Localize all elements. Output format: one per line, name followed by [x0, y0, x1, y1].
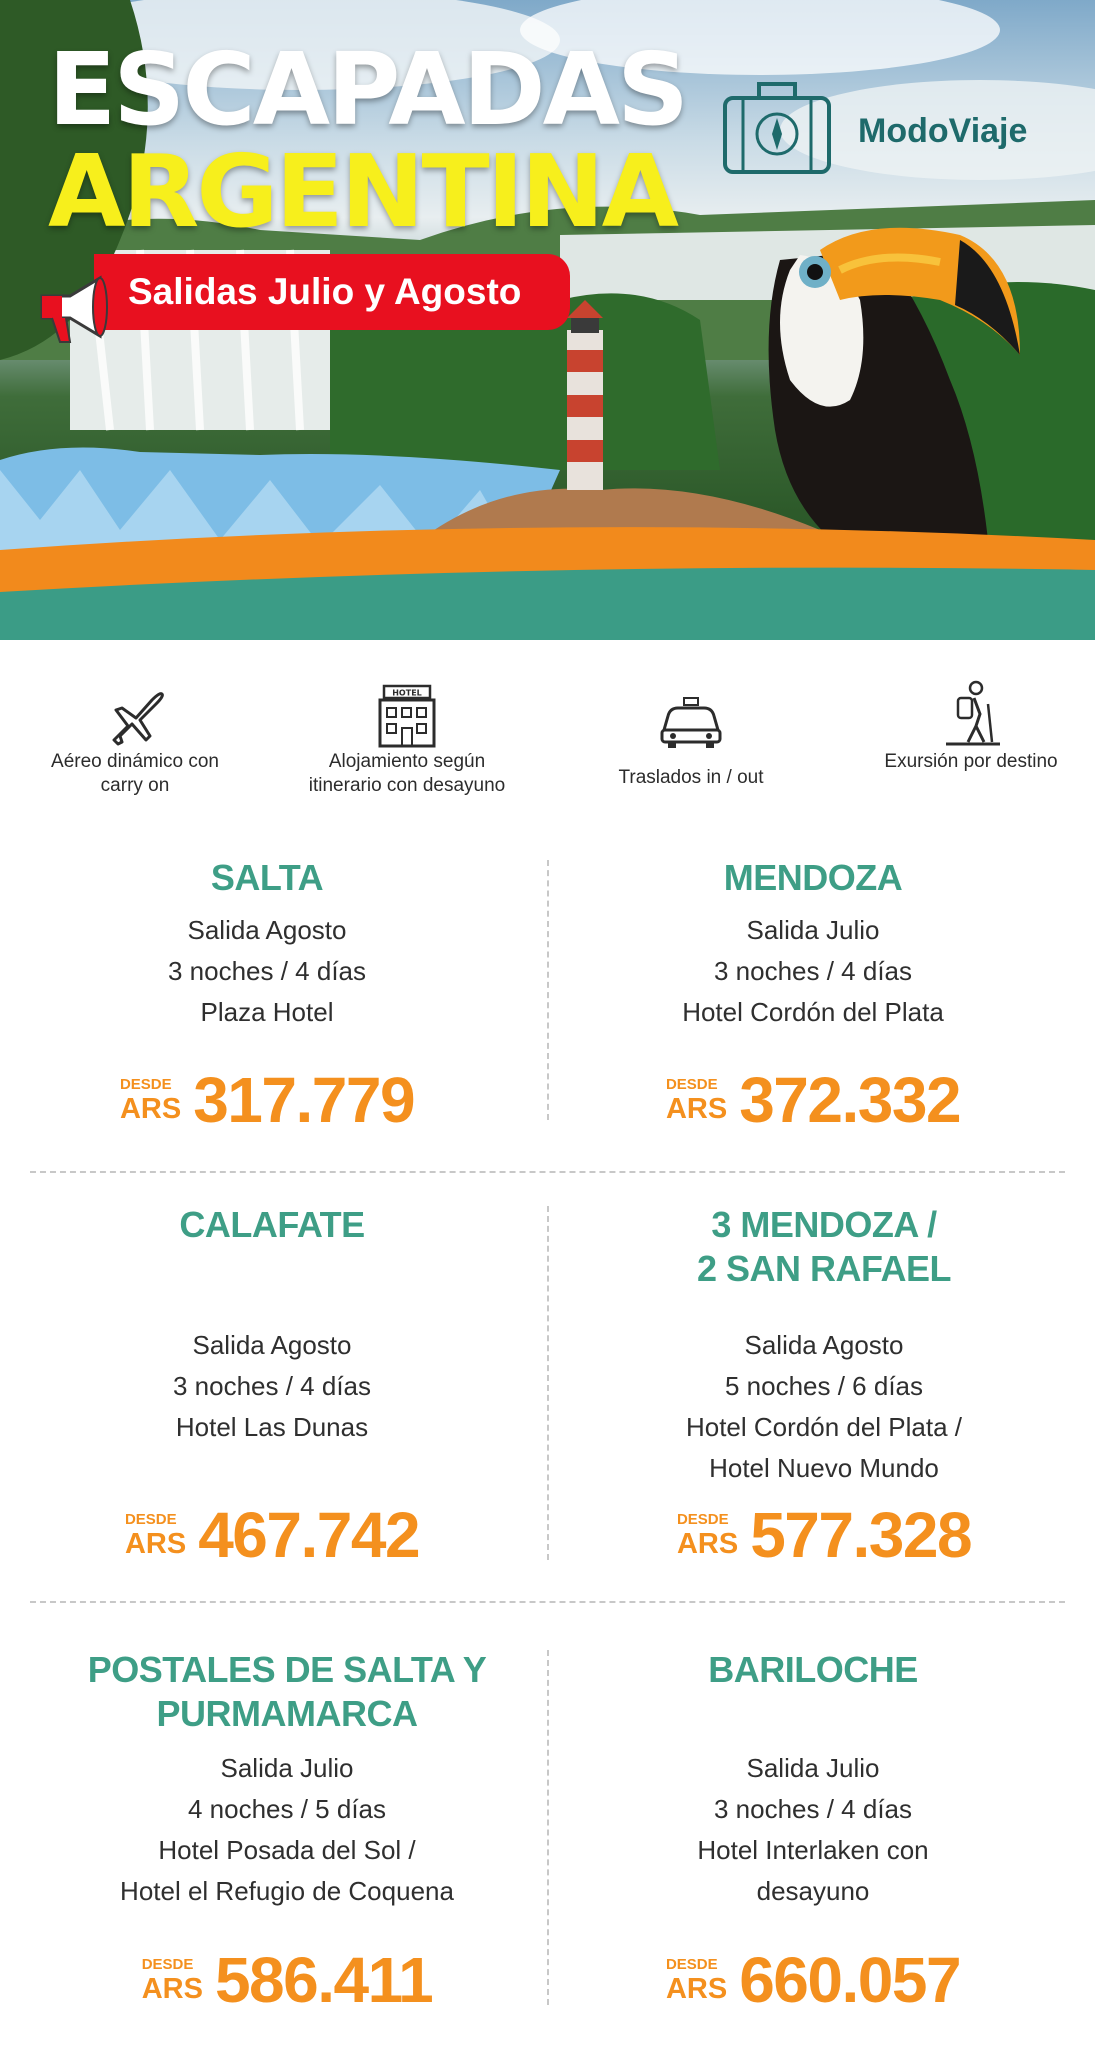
departure-month: Salida Julio [746, 1752, 880, 1783]
hotel-name: Hotel Cordón del Plata / [685, 1411, 963, 1442]
package-card-calafate [22, 1203, 522, 1583]
feature-text: itinerario con desayuno [308, 774, 506, 796]
destination-name: POSTALES DE SALTA Y [87, 1649, 487, 1690]
feature-flight [0, 680, 270, 798]
package-card-salta-purmamarca [37, 1648, 537, 2028]
price-value: 660.057 [739, 1944, 961, 2016]
price-desde-label: DESDE [124, 1511, 177, 1528]
price-value: 577.328 [750, 1499, 972, 1571]
hero-banner [0, 0, 1095, 640]
price-currency: ARS [141, 1973, 203, 2005]
hotel-icon [372, 680, 442, 750]
destination-name: CALAFATE [179, 1204, 365, 1245]
row-divider [30, 1171, 1065, 1173]
hero-title-line1: ESCAPADAS [48, 31, 687, 148]
price-desde-label: DESDE [119, 1076, 172, 1093]
feature-text: Aéreo dinámico con [51, 751, 219, 772]
duration: 5 noches / 6 días [724, 1370, 924, 1401]
destination-name: 3 MENDOZA / [711, 1204, 937, 1245]
duration: 3 noches / 4 días [713, 955, 913, 986]
brand-name: ModoViaje [858, 112, 1028, 150]
hotel-name: Hotel Interlaken con [697, 1834, 929, 1865]
hotel-name: Hotel Cordón del Plata [682, 996, 944, 1027]
price-desde-label: DESDE [141, 1956, 194, 1973]
suitcase-compass-icon [721, 78, 833, 176]
price-value: 372.332 [739, 1064, 961, 1136]
duration: 4 noches / 5 días [187, 1793, 387, 1824]
price-block [563, 1064, 1063, 1136]
column-divider [547, 860, 549, 1120]
package-card-bariloche [563, 1648, 1063, 2028]
price-value: 467.742 [198, 1499, 420, 1571]
hotel-name: Hotel Posada del Sol / [158, 1834, 416, 1865]
price-block [37, 1944, 537, 2016]
price-desde-label: DESDE [665, 1076, 718, 1093]
departure-month: Salida Julio [220, 1752, 354, 1783]
column-divider [547, 1650, 549, 2005]
duration: 3 noches / 4 días [172, 1370, 372, 1401]
departure-month: Salida Agosto [187, 914, 347, 945]
price-value: 586.411 [214, 1944, 433, 2016]
price-currency: ARS [676, 1528, 739, 1560]
duration: 3 noches / 4 días [167, 955, 367, 986]
price-currency: ARS [119, 1093, 182, 1125]
hotel-name: Hotel Las Dunas [175, 1411, 369, 1442]
price-value: 317.779 [193, 1064, 415, 1136]
feature-excursion [836, 680, 1095, 774]
hotel-name: Hotel el Refugio de Coquena [120, 1875, 454, 1906]
destination-name: BARILOCHE [708, 1649, 918, 1690]
package-card-mendoza-san-rafael [574, 1203, 1074, 1583]
airplane-icon [100, 680, 170, 750]
feature-transfers [556, 680, 826, 790]
hotel-name: Plaza Hotel [200, 996, 334, 1027]
price-desde-label: DESDE [676, 1511, 729, 1528]
price-block [17, 1064, 517, 1136]
feature-accommodation [272, 680, 542, 798]
duration: 3 noches / 4 días [713, 1793, 913, 1824]
price-currency: ARS [665, 1973, 728, 2005]
price-desde-label: DESDE [665, 1956, 718, 1973]
price-block [563, 1944, 1063, 2016]
decorative-waves [0, 520, 1095, 640]
destination-name: SALTA [210, 857, 324, 898]
hotel-name: Hotel Nuevo Mundo [709, 1452, 939, 1483]
departure-banner: Salidas Julio y Agosto [94, 254, 570, 330]
row-divider [30, 1601, 1065, 1603]
column-divider [547, 1206, 549, 1560]
price-currency: ARS [665, 1093, 728, 1125]
hotel-sign-label: HOTEL [392, 688, 422, 698]
megaphone-icon [30, 266, 116, 352]
price-block [574, 1499, 1074, 1571]
hiker-icon [936, 680, 1006, 750]
feature-text: Traslados in / out [618, 767, 764, 788]
destination-name: PURMAMARCA [156, 1692, 418, 1734]
hero-title-line2: ARGENTINA [48, 133, 676, 250]
price-block [22, 1499, 522, 1571]
departure-month: Salida Agosto [744, 1329, 904, 1360]
destination-name: 2 SAN RAFAEL [696, 1247, 952, 1289]
car-icon [656, 686, 726, 756]
package-card-mendoza [563, 856, 1063, 1156]
destination-name: MENDOZA [723, 857, 903, 898]
package-card-salta [17, 856, 517, 1156]
feature-text: Alojamiento según [328, 751, 486, 772]
hotel-name: desayuno [756, 1875, 870, 1906]
departure-month: Salida Julio [746, 914, 880, 945]
departure-month: Salida Agosto [192, 1329, 352, 1360]
feature-text: carry on [100, 774, 170, 796]
price-currency: ARS [124, 1528, 187, 1560]
feature-text: Exursión por destino [884, 751, 1058, 772]
